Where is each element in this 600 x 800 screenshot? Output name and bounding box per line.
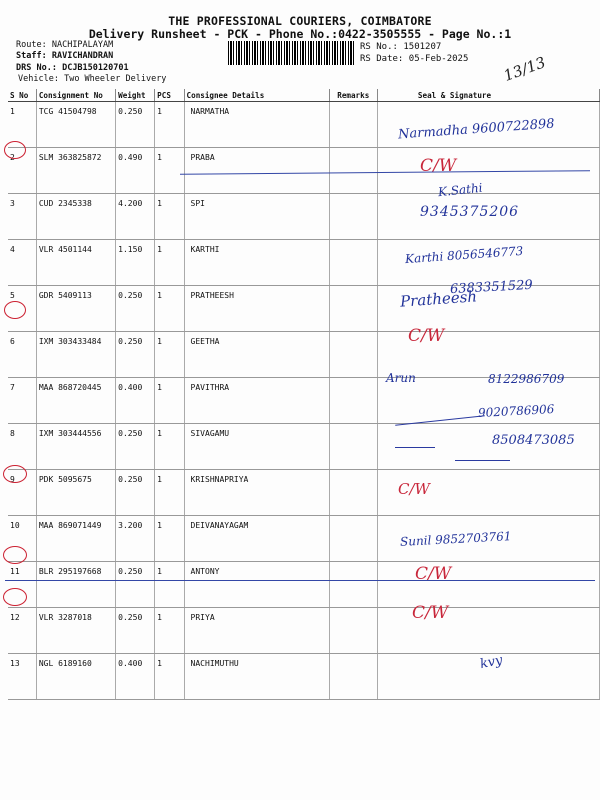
row-weight: 4.200: [116, 194, 155, 240]
row-signature: [377, 608, 599, 654]
red-circle-row6: [4, 301, 26, 319]
row-consignment: IXM 303433484: [36, 332, 115, 378]
row-consignee: SPI: [184, 194, 329, 240]
row-sno: 8: [8, 424, 36, 470]
row-weight: 1.150: [116, 240, 155, 286]
row-consignee: GEETHA: [184, 332, 329, 378]
row-consignee: SIVAGAMU: [184, 424, 329, 470]
staff-value: RAVICHANDRAN: [51, 51, 114, 61]
row-sno: 6: [8, 332, 36, 378]
row-remarks: [329, 470, 377, 516]
vehicle-value: Two Wheeler Delivery: [64, 74, 167, 84]
row-remarks: [329, 562, 377, 608]
rs-date-line: RS Date: 05-Feb-2025: [360, 54, 469, 64]
row-remarks: [329, 194, 377, 240]
vehicle-line: Vehicle: Two Wheeler Delivery: [18, 74, 167, 84]
company-title: THE PROFESSIONAL COURIERS, COIMBATORE: [168, 14, 432, 28]
row-pcs: 1: [155, 194, 184, 240]
col-weight: Weight: [116, 89, 155, 102]
handwritten-page-number: 13/13: [501, 53, 549, 85]
row-consignment: MAA 869071449: [36, 516, 115, 562]
row-sno: 5: [8, 286, 36, 332]
row-consignment: CUD 2345338: [36, 194, 115, 240]
row-remarks: [329, 608, 377, 654]
cw-row13: C/W: [412, 603, 449, 623]
strike-line-row12: [5, 580, 595, 581]
table-row: [8, 470, 600, 516]
row-sno: 4: [8, 240, 36, 286]
row-remarks: [329, 148, 377, 194]
red-circle-row10: [3, 465, 27, 483]
cw-row12: C/W: [415, 564, 452, 584]
row-consignee: PRIYA: [184, 608, 329, 654]
runsheet-subtitle: Delivery Runsheet - PCK - Phone No.:0422-3505555 - Page No.:1: [88, 27, 512, 41]
red-circle-row13: [3, 588, 27, 606]
row-sno: 10: [8, 516, 36, 562]
col-signature: Seal & Signature: [377, 89, 599, 102]
row-sno: 13: [8, 654, 36, 700]
row-pcs: 1: [155, 654, 184, 700]
phone-row8: 9020786906: [477, 402, 555, 420]
row-sno: 2: [8, 148, 36, 194]
row-remarks: [329, 424, 377, 470]
row-sno: 12: [8, 608, 36, 654]
red-circle-row2: [4, 141, 26, 159]
row-consignment: TCG 41504798: [36, 102, 115, 148]
drs-value: DCJB150120701: [62, 63, 129, 73]
row-consignment: SLM 363825872: [36, 148, 115, 194]
row-consignee: PRABA: [184, 148, 329, 194]
row-weight: 0.250: [116, 424, 155, 470]
row-remarks: [329, 378, 377, 424]
row-consignee: NARMATHA: [184, 102, 329, 148]
row-remarks: [329, 654, 377, 700]
row-weight: 0.250: [116, 470, 155, 516]
barcode: [228, 41, 354, 65]
row-sno: 7: [8, 378, 36, 424]
row-weight: 0.250: [116, 332, 155, 378]
red-circle-row12: [3, 546, 27, 564]
sig-row5: Pratheesh: [399, 287, 478, 311]
row-consignee: DEIVANAYAGAM: [184, 516, 329, 562]
row-pcs: 1: [155, 102, 184, 148]
col-pcs: PCS: [155, 89, 184, 102]
phone-row3: 9345375206: [420, 204, 520, 220]
row-consignee: NACHIMUTHU: [184, 654, 329, 700]
row-consignee: PRATHEESH: [184, 286, 329, 332]
row-consignee: PAVITHRA: [184, 378, 329, 424]
row-sno: 3: [8, 194, 36, 240]
row-consignee: KARTHI: [184, 240, 329, 286]
row-remarks: [329, 332, 377, 378]
signature-stroke: [395, 447, 435, 448]
sig-row3: K.Sathi: [437, 180, 484, 200]
row-consignment: VLR 4501144: [36, 240, 115, 286]
row-pcs: 1: [155, 378, 184, 424]
cw-row6: C/W: [408, 326, 445, 346]
initials-row13: kvy: [478, 652, 504, 673]
row-pcs: 1: [155, 424, 184, 470]
table-row: [8, 562, 600, 608]
route-line: Route: NACHIPALAYAM: [16, 40, 114, 50]
row-consignee: ANTONY: [184, 562, 329, 608]
col-sno: S No: [8, 89, 36, 102]
row-consignment: VLR 3287018: [36, 608, 115, 654]
cw-row2: C/W: [420, 156, 457, 176]
row-sno: 11: [8, 562, 36, 608]
phone-row7: 8122986709: [488, 372, 565, 386]
drs-line: DRS No.: DCJB150120701: [16, 63, 129, 73]
route-value: NACHIPALAYAM: [51, 40, 114, 50]
phone-row5: 6383351529: [449, 277, 534, 298]
row-weight: 0.490: [116, 148, 155, 194]
row-signature: [377, 562, 599, 608]
sig-row4: Karthi 8056546773: [404, 243, 524, 267]
row-consignment: NGL 6189160: [36, 654, 115, 700]
table-row: [8, 608, 600, 654]
row-remarks: [329, 102, 377, 148]
row-sno: 9: [8, 470, 36, 516]
staff-line: Staff: RAVICHANDRAN: [16, 51, 114, 61]
col-consignment: Consignment No: [36, 89, 115, 102]
row-pcs: 1: [155, 148, 184, 194]
row-sno: 1: [8, 102, 36, 148]
col-remarks: Remarks: [329, 89, 377, 102]
row-pcs: 1: [155, 562, 184, 608]
rs-date-value: 05-Feb-2025: [408, 54, 469, 64]
runsheet-table: [8, 89, 600, 700]
row-consignment: BLR 295197668: [36, 562, 115, 608]
row-weight: 0.400: [116, 378, 155, 424]
rs-no-line: RS No.: 1501207: [360, 42, 442, 52]
row-remarks: [329, 286, 377, 332]
table-header-row: [8, 89, 600, 102]
sig-row1: Narmadha 9600722898: [397, 116, 556, 143]
row-remarks: [329, 516, 377, 562]
row-weight: 0.250: [116, 102, 155, 148]
row-remarks: [329, 240, 377, 286]
phone-row9: 8508473085: [492, 433, 575, 448]
row-pcs: 1: [155, 608, 184, 654]
signature-stroke: [455, 460, 510, 461]
row-weight: 0.400: [116, 654, 155, 700]
row-consignment: MAA 868720445: [36, 378, 115, 424]
row-pcs: 1: [155, 470, 184, 516]
cw-row10: C/W: [398, 480, 430, 498]
row-pcs: 1: [155, 332, 184, 378]
scribble-row7: Arun: [386, 371, 416, 385]
row-consignment: GDR 5409113: [36, 286, 115, 332]
row-pcs: 1: [155, 516, 184, 562]
table-row: [8, 332, 600, 378]
row-weight: 0.250: [116, 286, 155, 332]
table-row: [8, 654, 600, 700]
row-consignment: PDK 5095675: [36, 470, 115, 516]
row-pcs: 1: [155, 240, 184, 286]
row-weight: 0.250: [116, 562, 155, 608]
col-consignee: Consignee Details: [184, 89, 329, 102]
rs-no-value: 1501207: [403, 42, 442, 52]
row-pcs: 1: [155, 286, 184, 332]
row-consignee: KRISHNAPRIYA: [184, 470, 329, 516]
row-weight: 3.200: [116, 516, 155, 562]
sig-row11: Sunil 9852703761: [399, 529, 512, 549]
row-weight: 0.250: [116, 608, 155, 654]
row-consignment: IXM 303444556: [36, 424, 115, 470]
